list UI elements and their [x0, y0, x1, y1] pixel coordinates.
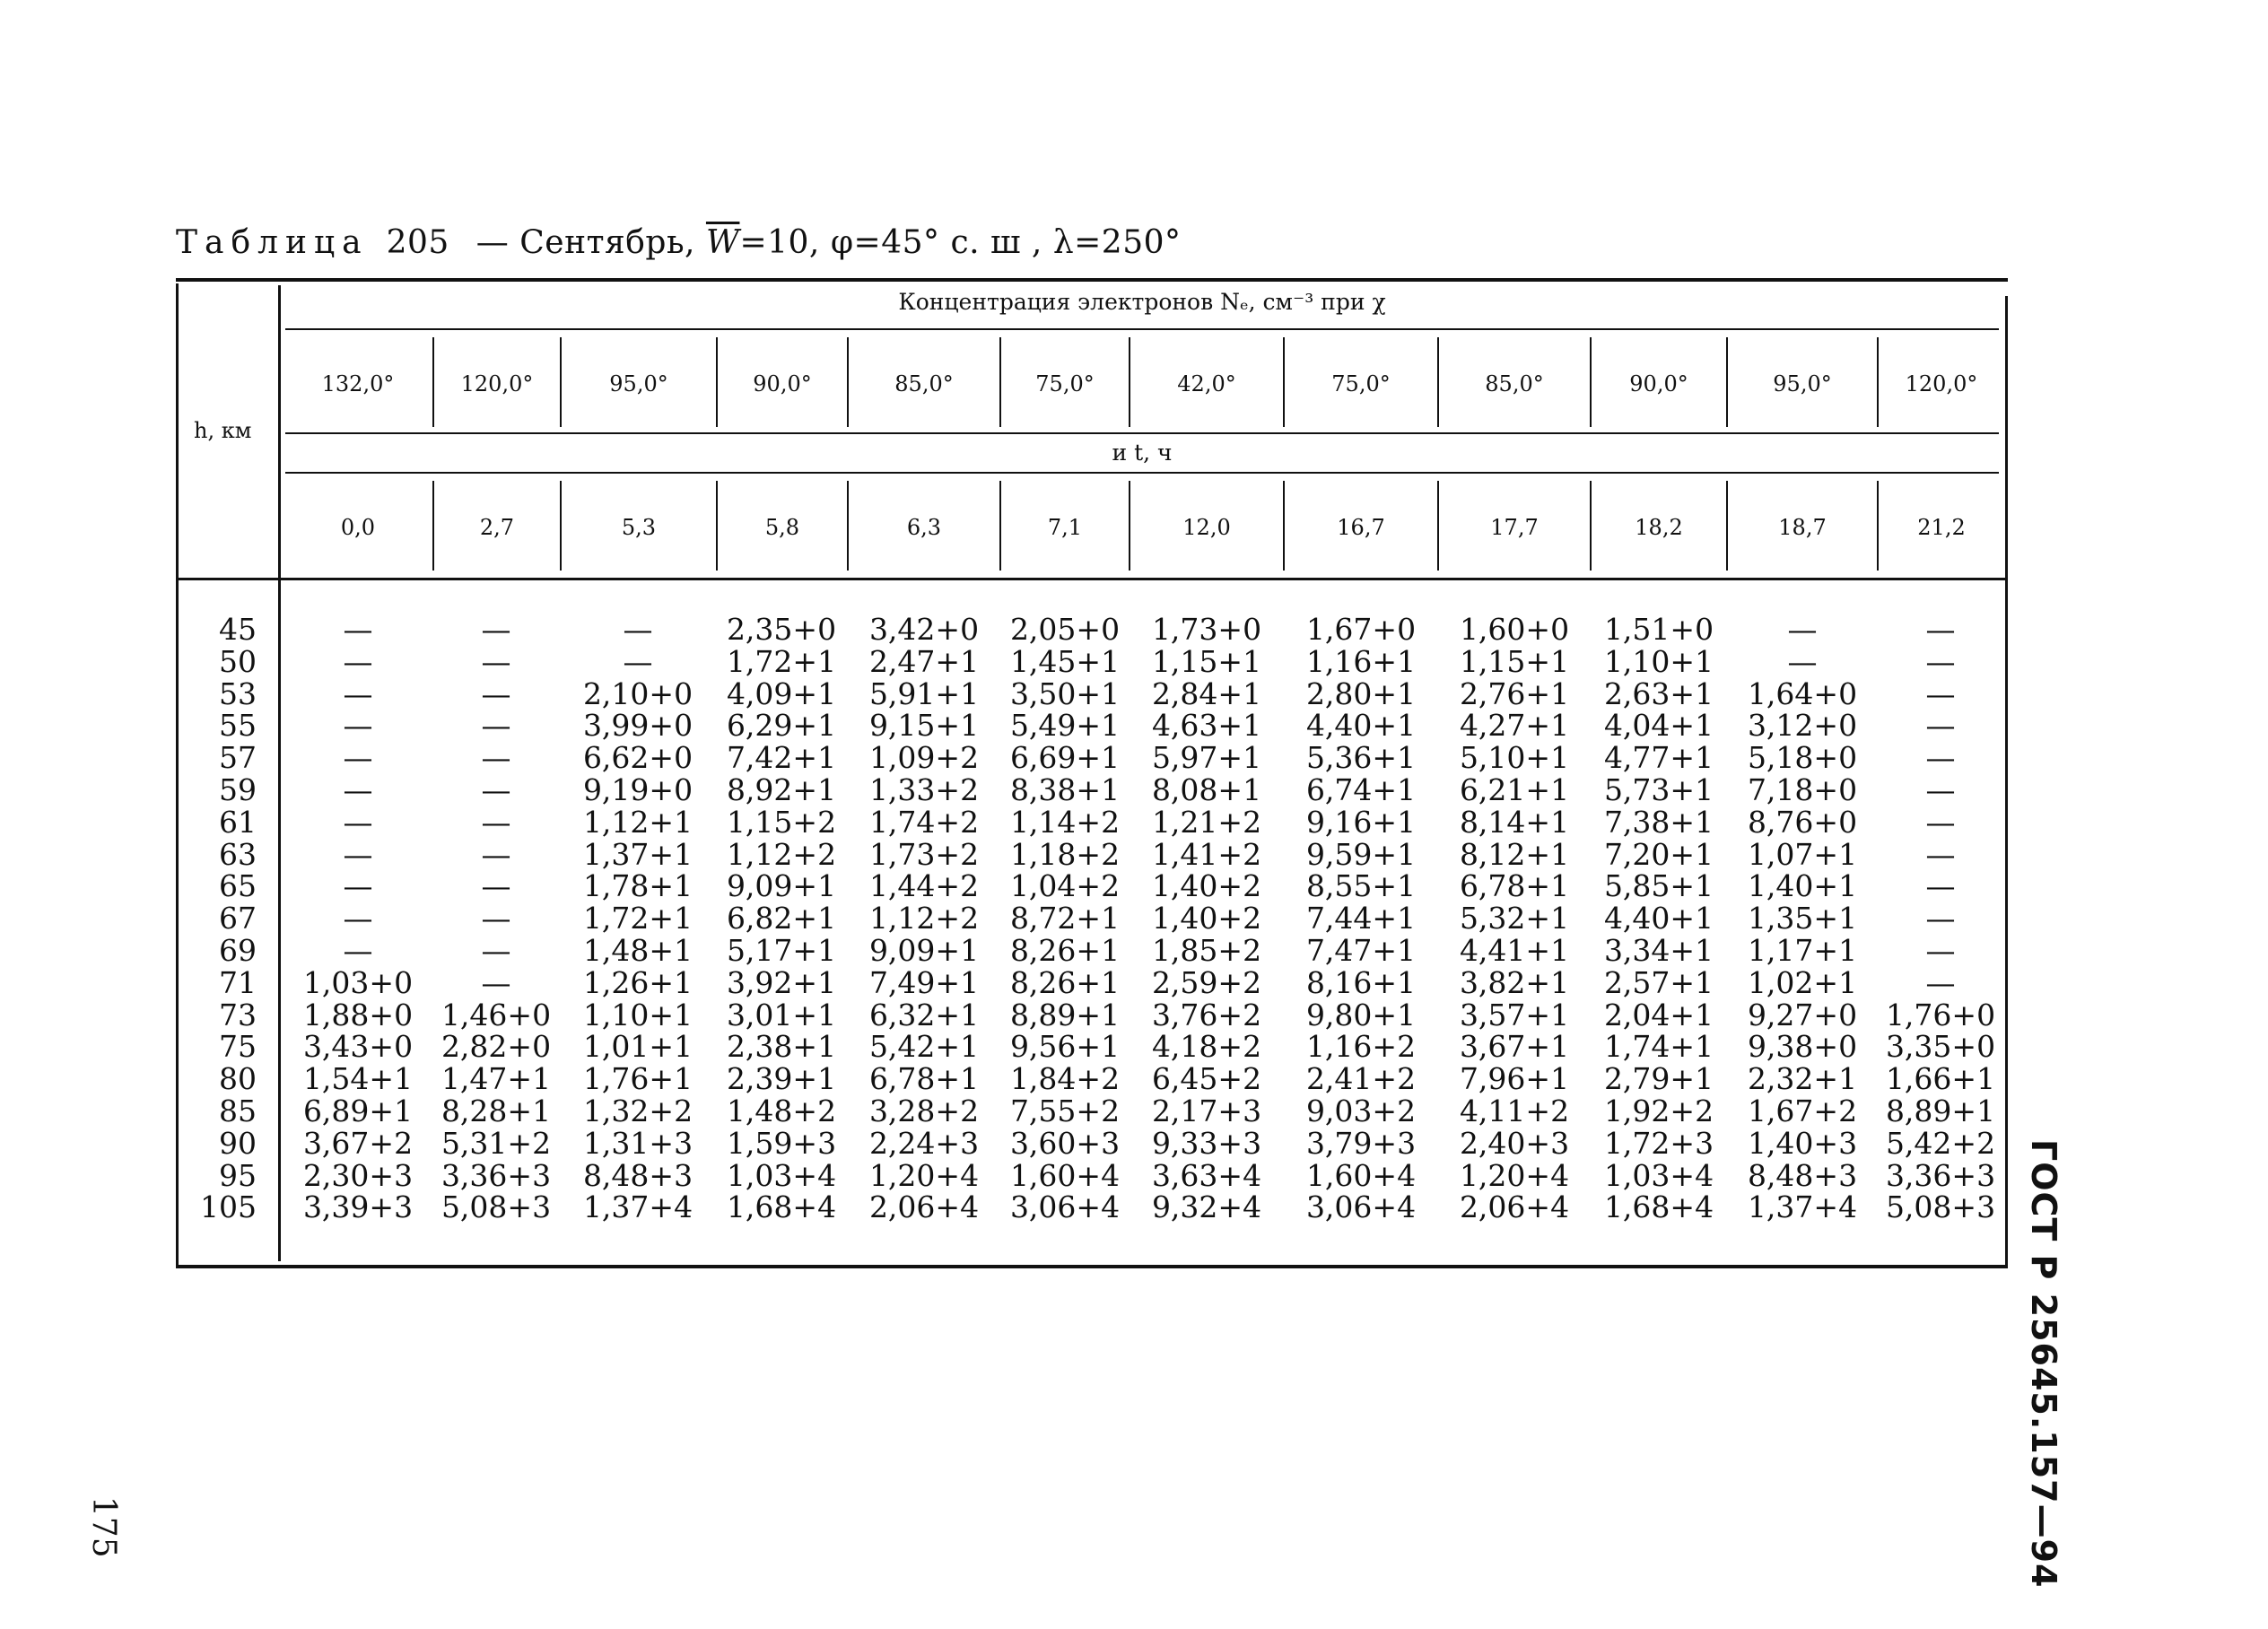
- table-cell: 1,14+2: [1009, 804, 1121, 840]
- table-cell: 2,17+3: [1151, 1093, 1262, 1128]
- table-cell: 3,82+1: [1459, 964, 1570, 1000]
- table-cell: 8,48+3: [1747, 1157, 1858, 1193]
- table-cell: 9,16+1: [1305, 804, 1417, 840]
- table-cell: 2,76+1: [1459, 675, 1570, 711]
- chi-value: 75,0°: [1331, 371, 1391, 396]
- table-cell: 2,40+3: [1459, 1125, 1570, 1161]
- h-value: 59: [219, 772, 257, 807]
- table-cell: —: [1925, 901, 1956, 936]
- page-number: 175: [85, 1496, 122, 1558]
- h-value: 63: [219, 836, 257, 872]
- table-cell: 1,67+2: [1747, 1093, 1858, 1128]
- table-cell: —: [343, 643, 373, 679]
- table-cell: 8,76+0: [1747, 804, 1858, 840]
- table-cell: 2,32+1: [1747, 1061, 1858, 1097]
- table-cell: —: [481, 836, 511, 872]
- concentration-header: Концентрация электронов Nₑ, см⁻³ при χ: [898, 289, 1386, 315]
- table-cell: 1,37+4: [582, 1189, 693, 1225]
- table-cell: 8,16+1: [1305, 964, 1417, 1000]
- table-cell: 9,03+2: [1305, 1093, 1417, 1128]
- table-cell: —: [1925, 708, 1956, 744]
- table-cell: 1,12+1: [582, 804, 693, 840]
- table-cell: 7,18+0: [1747, 772, 1858, 807]
- table-cell: 5,08+3: [1885, 1189, 1996, 1225]
- table-cell: —: [481, 804, 511, 840]
- t-value: 18,2: [1635, 515, 1683, 540]
- table-cell: 6,82+1: [726, 901, 837, 936]
- table-cell: 5,08+3: [441, 1189, 552, 1225]
- chi-value: 90,0°: [753, 371, 812, 396]
- header-rule-chi: [285, 432, 1999, 434]
- table-cell: 5,18+0: [1747, 740, 1858, 776]
- table-cell: 6,78+1: [1459, 868, 1570, 904]
- table-cell: 3,28+2: [868, 1093, 980, 1128]
- table-cell: 1,09+2: [868, 740, 980, 776]
- table-cell: 1,02+1: [1747, 964, 1858, 1000]
- table-cell: 9,56+1: [1009, 1029, 1121, 1065]
- table-cell: —: [343, 740, 373, 776]
- table-cell: 5,42+2: [1885, 1125, 1996, 1161]
- table-cell: 9,27+0: [1747, 997, 1858, 1032]
- table-bottom-rule: [176, 1265, 2008, 1268]
- table-cell: —: [1925, 772, 1956, 807]
- table-cell: 6,62+0: [582, 740, 693, 776]
- h-column-divider: [278, 285, 281, 1261]
- table-cell: 1,74+1: [1603, 1029, 1714, 1065]
- table-cell: 7,96+1: [1459, 1061, 1570, 1097]
- table-cell: 1,72+1: [726, 643, 837, 679]
- caption-w-value: =10,: [739, 224, 820, 261]
- table-cell: 7,38+1: [1603, 804, 1714, 840]
- table-cell: 2,35+0: [726, 612, 837, 647]
- table-cell: 9,80+1: [1305, 997, 1417, 1032]
- table-cell: 2,06+4: [868, 1189, 980, 1225]
- table-cell: —: [343, 772, 373, 807]
- header-bottom-rule: [176, 578, 2008, 580]
- table-cell: 2,05+0: [1009, 612, 1121, 647]
- table-cell: 1,35+1: [1747, 901, 1858, 936]
- table-cell: 2,47+1: [868, 643, 980, 679]
- table-cell: —: [623, 612, 653, 647]
- table-cell: 5,91+1: [868, 675, 980, 711]
- table-cell: 1,26+1: [582, 964, 693, 1000]
- table-cell: 1,44+2: [868, 868, 980, 904]
- table-cell: 8,14+1: [1459, 804, 1570, 840]
- table-cell: 1,76+0: [1885, 997, 1996, 1032]
- table-cell: 1,40+2: [1151, 868, 1262, 904]
- table-cell: 5,97+1: [1151, 740, 1262, 776]
- table-cell: —: [343, 901, 373, 936]
- table-cell: 3,35+0: [1885, 1029, 1996, 1065]
- table-cell: —: [1925, 964, 1956, 1000]
- table-cell: 1,67+0: [1305, 612, 1417, 647]
- table-cell: 1,07+1: [1747, 836, 1858, 872]
- table-cell: —: [1925, 804, 1956, 840]
- table-cell: 3,36+3: [1885, 1157, 1996, 1193]
- table-cell: 3,67+2: [302, 1125, 414, 1161]
- table-cell: 1,73+0: [1151, 612, 1262, 647]
- t-value: 18,7: [1778, 515, 1827, 540]
- table-cell: 3,63+4: [1151, 1157, 1262, 1193]
- caption-label: Таблица: [176, 224, 369, 261]
- table-cell: 2,41+2: [1305, 1061, 1417, 1097]
- table-cell: 1,40+1: [1747, 868, 1858, 904]
- table-cell: 1,48+2: [726, 1093, 837, 1128]
- t-value: 17,7: [1490, 515, 1539, 540]
- table-cell: 8,12+1: [1459, 836, 1570, 872]
- table-cell: 6,45+2: [1151, 1061, 1262, 1097]
- table-cell: 2,04+1: [1603, 997, 1714, 1032]
- table-cell: 3,67+1: [1459, 1029, 1570, 1065]
- table-cell: 1,03+4: [1603, 1157, 1714, 1193]
- table-cell: 1,48+1: [582, 933, 693, 968]
- table-cell: 1,16+1: [1305, 643, 1417, 679]
- table-cell: 3,60+3: [1009, 1125, 1121, 1161]
- table-cell: 4,40+1: [1603, 901, 1714, 936]
- table-cell: 2,30+3: [302, 1157, 414, 1193]
- table-cell: 5,73+1: [1603, 772, 1714, 807]
- table-cell: 1,12+2: [868, 901, 980, 936]
- table-cell: 1,32+2: [582, 1093, 693, 1128]
- table-cell: 3,06+4: [1305, 1189, 1417, 1225]
- table-cell: 6,74+1: [1305, 772, 1417, 807]
- table-cell: 1,59+3: [726, 1125, 837, 1161]
- table-cell: 2,79+1: [1603, 1061, 1714, 1097]
- table-cell: 1,20+4: [1459, 1157, 1570, 1193]
- table-cell: 5,32+1: [1459, 901, 1570, 936]
- h-value: 85: [219, 1093, 257, 1128]
- table-cell: 3,34+1: [1603, 933, 1714, 968]
- table-cell: 7,47+1: [1305, 933, 1417, 968]
- table-cell: 1,03+4: [726, 1157, 837, 1193]
- table-cell: 8,38+1: [1009, 772, 1121, 807]
- h-value: 53: [219, 675, 257, 711]
- table-cell: 1,60+4: [1009, 1157, 1121, 1193]
- h-value: 73: [219, 997, 257, 1032]
- table-cell: 8,26+1: [1009, 964, 1121, 1000]
- h-value: 80: [219, 1061, 257, 1097]
- h-value: 95: [219, 1157, 257, 1193]
- table-cell: 1,54+1: [302, 1061, 414, 1097]
- table-cell: —: [343, 836, 373, 872]
- table-cell: 6,21+1: [1459, 772, 1570, 807]
- h-value: 71: [219, 964, 257, 1000]
- table-cell: —: [481, 675, 511, 711]
- table-cell: 1,64+0: [1747, 675, 1858, 711]
- table-cell: —: [343, 933, 373, 968]
- table-cell: 2,38+1: [726, 1029, 837, 1065]
- table-cell: 9,59+1: [1305, 836, 1417, 872]
- table-cell: 9,09+1: [868, 933, 980, 968]
- table-cell: 1,60+0: [1459, 612, 1570, 647]
- t-value: 12,0: [1182, 515, 1231, 540]
- document-code: ГОСТ Р 25645.157—94: [2024, 1139, 2063, 1589]
- table-cell: 5,31+2: [441, 1125, 552, 1161]
- table-cell: 1,72+1: [582, 901, 693, 936]
- table-cell: 7,55+2: [1009, 1093, 1121, 1128]
- table-cell: 1,85+2: [1151, 933, 1262, 968]
- t-value: 2,7: [479, 515, 515, 540]
- table-cell: 8,89+1: [1885, 1093, 1996, 1128]
- table-cell: 1,15+1: [1459, 643, 1570, 679]
- table-cell: 9,09+1: [726, 868, 837, 904]
- table-cell: 3,43+0: [302, 1029, 414, 1065]
- table-cell: —: [481, 643, 511, 679]
- table-cell: 8,55+1: [1305, 868, 1417, 904]
- table-cell: 3,06+4: [1009, 1189, 1121, 1225]
- chi-value: 42,0°: [1177, 371, 1236, 396]
- table-cell: 1,21+2: [1151, 804, 1262, 840]
- caption-dash: —: [475, 224, 510, 261]
- table-cell: 3,42+0: [868, 612, 980, 647]
- table-cell: —: [343, 804, 373, 840]
- table-cell: 1,84+2: [1009, 1061, 1121, 1097]
- table-cell: 1,47+1: [441, 1061, 552, 1097]
- chi-value: 95,0°: [1773, 371, 1832, 396]
- table-cell: —: [1787, 643, 1818, 679]
- table-cell: 1,51+0: [1603, 612, 1714, 647]
- t-value: 0,0: [340, 515, 376, 540]
- table-cell: 1,37+1: [582, 836, 693, 872]
- table-cell: 3,12+0: [1747, 708, 1858, 744]
- table-cell: —: [1925, 612, 1956, 647]
- table-cell: 1,41+2: [1151, 836, 1262, 872]
- table-cell: 1,72+3: [1603, 1125, 1714, 1161]
- table-cell: —: [1925, 868, 1956, 904]
- table-cell: 8,28+1: [441, 1093, 552, 1128]
- table-cell: 1,15+1: [1151, 643, 1262, 679]
- chi-value: 85,0°: [1485, 371, 1544, 396]
- table-cell: 1,74+2: [868, 804, 980, 840]
- caption-w-symbol: $\overline{W}$: [705, 224, 740, 261]
- chi-value: 120,0°: [460, 371, 534, 396]
- table-cell: 2,39+1: [726, 1061, 837, 1097]
- table-cell: 3,50+1: [1009, 675, 1121, 711]
- table-cell: 5,17+1: [726, 933, 837, 968]
- table-cell: 7,20+1: [1603, 836, 1714, 872]
- table-cell: 3,76+2: [1151, 997, 1262, 1032]
- table-cell: 5,85+1: [1603, 868, 1714, 904]
- table-cell: 8,48+3: [582, 1157, 693, 1193]
- table-cell: 6,32+1: [868, 997, 980, 1032]
- table-cell: 1,88+0: [302, 997, 414, 1032]
- table-cell: —: [343, 868, 373, 904]
- t-value: 21,2: [1917, 515, 1966, 540]
- table-cell: 1,10+1: [1603, 643, 1714, 679]
- h-value: 45: [219, 612, 257, 647]
- table-cell: 3,01+1: [726, 997, 837, 1032]
- table-cell: 9,15+1: [868, 708, 980, 744]
- table-caption: [176, 224, 1182, 261]
- caption-lambda: λ=250°: [1052, 224, 1182, 261]
- table-cell: 9,19+0: [582, 772, 693, 807]
- caption-number: 205: [386, 224, 449, 261]
- table-cell: —: [1925, 836, 1956, 872]
- table-cell: 1,45+1: [1009, 643, 1121, 679]
- table-cell: 9,32+4: [1151, 1189, 1262, 1225]
- table-cell: 5,36+1: [1305, 740, 1417, 776]
- table-cell: 1,17+1: [1747, 933, 1858, 968]
- t-value: 16,7: [1337, 515, 1385, 540]
- table-cell: 1,16+2: [1305, 1029, 1417, 1065]
- h-value: 50: [219, 643, 257, 679]
- header-rule-concentration: [285, 328, 1999, 330]
- table-cell: —: [343, 612, 373, 647]
- table-cell: 1,40+3: [1747, 1125, 1858, 1161]
- table-cell: 8,26+1: [1009, 933, 1121, 968]
- t-value: 5,3: [621, 515, 657, 540]
- caption-month: Сентябрь,: [519, 224, 695, 261]
- table-cell: —: [343, 708, 373, 744]
- table-cell: 8,08+1: [1151, 772, 1262, 807]
- table-cell: 5,49+1: [1009, 708, 1121, 744]
- h-value: 65: [219, 868, 257, 904]
- t-value: 5,8: [764, 515, 800, 540]
- table-cell: 2,84+1: [1151, 675, 1262, 711]
- h-column-header: h, км: [194, 418, 252, 443]
- table-cell: —: [1925, 933, 1956, 968]
- table-cell: —: [481, 868, 511, 904]
- table-cell: 9,38+0: [1747, 1029, 1858, 1065]
- table-cell: 4,27+1: [1459, 708, 1570, 744]
- table-cell: 1,76+1: [582, 1061, 693, 1097]
- h-value: 55: [219, 708, 257, 744]
- table-cell: —: [481, 740, 511, 776]
- table-cell: 6,29+1: [726, 708, 837, 744]
- table-cell: 8,72+1: [1009, 901, 1121, 936]
- table-cell: 3,36+3: [441, 1157, 552, 1193]
- table-cell: 6,69+1: [1009, 740, 1121, 776]
- table-cell: 4,41+1: [1459, 933, 1570, 968]
- table-cell: 1,46+0: [441, 997, 552, 1032]
- t-value: 6,3: [906, 515, 942, 540]
- table-top-rule: [176, 278, 2008, 282]
- table-cell: 1,15+2: [726, 804, 837, 840]
- table-cell: 4,09+1: [726, 675, 837, 711]
- table-cell: 2,82+0: [441, 1029, 552, 1065]
- table-cell: —: [623, 643, 653, 679]
- table-cell: 1,10+1: [582, 997, 693, 1032]
- table-cell: —: [1925, 643, 1956, 679]
- table-cell: 2,80+1: [1305, 675, 1417, 711]
- table-cell: —: [481, 772, 511, 807]
- table-cell: 1,78+1: [582, 868, 693, 904]
- h-value: 75: [219, 1029, 257, 1065]
- chi-value: 120,0°: [1905, 371, 1978, 396]
- table-cell: 6,89+1: [302, 1093, 414, 1128]
- table-cell: 3,57+1: [1459, 997, 1570, 1032]
- table-cell: 3,39+3: [302, 1189, 414, 1225]
- table-cell: 1,92+2: [1603, 1093, 1714, 1128]
- table-cell: 1,37+4: [1747, 1189, 1858, 1225]
- table-cell: 1,68+4: [1603, 1189, 1714, 1225]
- h-value: 61: [219, 804, 257, 840]
- h-value: 67: [219, 901, 257, 936]
- table-cell: 5,42+1: [868, 1029, 980, 1065]
- table-cell: 2,06+4: [1459, 1189, 1570, 1225]
- table-cell: 4,04+1: [1603, 708, 1714, 744]
- header-rule-t: [285, 472, 1999, 474]
- table-cell: 1,03+0: [302, 964, 414, 1000]
- table-cell: —: [481, 901, 511, 936]
- t-value: 7,1: [1047, 515, 1083, 540]
- table-cell: 3,99+0: [582, 708, 693, 744]
- table-cell: 2,63+1: [1603, 675, 1714, 711]
- table-cell: —: [481, 708, 511, 744]
- table-cell: 1,60+4: [1305, 1157, 1417, 1193]
- table-cell: 7,42+1: [726, 740, 837, 776]
- h-value: 69: [219, 933, 257, 968]
- table-cell: 4,11+2: [1459, 1093, 1570, 1128]
- table-cell: 7,44+1: [1305, 901, 1417, 936]
- table-cell: —: [481, 933, 511, 968]
- chi-value: 85,0°: [894, 371, 954, 396]
- table-cell: 4,18+2: [1151, 1029, 1262, 1065]
- table-cell: 2,10+0: [582, 675, 693, 711]
- table-cell: 5,10+1: [1459, 740, 1570, 776]
- table-cell: 4,77+1: [1603, 740, 1714, 776]
- table-cell: —: [481, 612, 511, 647]
- chi-value: 90,0°: [1629, 371, 1688, 396]
- chi-value: 75,0°: [1035, 371, 1095, 396]
- table-cell: 1,04+2: [1009, 868, 1121, 904]
- table-cell: 1,18+2: [1009, 836, 1121, 872]
- table-cell: 4,63+1: [1151, 708, 1262, 744]
- chi-value: 95,0°: [609, 371, 668, 396]
- table-cell: 1,66+1: [1885, 1061, 1996, 1097]
- table-cell: 7,49+1: [868, 964, 980, 1000]
- table-cell: —: [1787, 612, 1818, 647]
- h-value: 57: [219, 740, 257, 776]
- table-cell: 6,78+1: [868, 1061, 980, 1097]
- table-cell: 1,68+4: [726, 1189, 837, 1225]
- table-cell: 3,92+1: [726, 964, 837, 1000]
- table-cell: 3,79+3: [1305, 1125, 1417, 1161]
- table-cell: 2,57+1: [1603, 964, 1714, 1000]
- table-cell: 1,31+3: [582, 1125, 693, 1161]
- table-cell: 1,73+2: [868, 836, 980, 872]
- table-cell: 2,24+3: [868, 1125, 980, 1161]
- and-t-header: и t, ч: [1112, 440, 1173, 466]
- chi-value: 132,0°: [321, 371, 395, 396]
- table-cell: 8,89+1: [1009, 997, 1121, 1032]
- caption-phi: φ=45° с. ш ,: [830, 224, 1042, 261]
- table-cell: 8,92+1: [726, 772, 837, 807]
- table-cell: 1,01+1: [582, 1029, 693, 1065]
- table-cell: 1,40+2: [1151, 901, 1262, 936]
- table-cell: 1,12+2: [726, 836, 837, 872]
- table-cell: —: [1925, 675, 1956, 711]
- table-cell: 1,20+4: [868, 1157, 980, 1193]
- table-cell: —: [1925, 740, 1956, 776]
- table-cell: 1,33+2: [868, 772, 980, 807]
- table-cell: 9,33+3: [1151, 1125, 1262, 1161]
- table-cell: 4,40+1: [1305, 708, 1417, 744]
- table-cell: —: [343, 675, 373, 711]
- h-value: 90: [219, 1125, 257, 1161]
- table-cell: —: [481, 964, 511, 1000]
- h-value: 105: [200, 1189, 257, 1225]
- table-cell: 2,59+2: [1151, 964, 1262, 1000]
